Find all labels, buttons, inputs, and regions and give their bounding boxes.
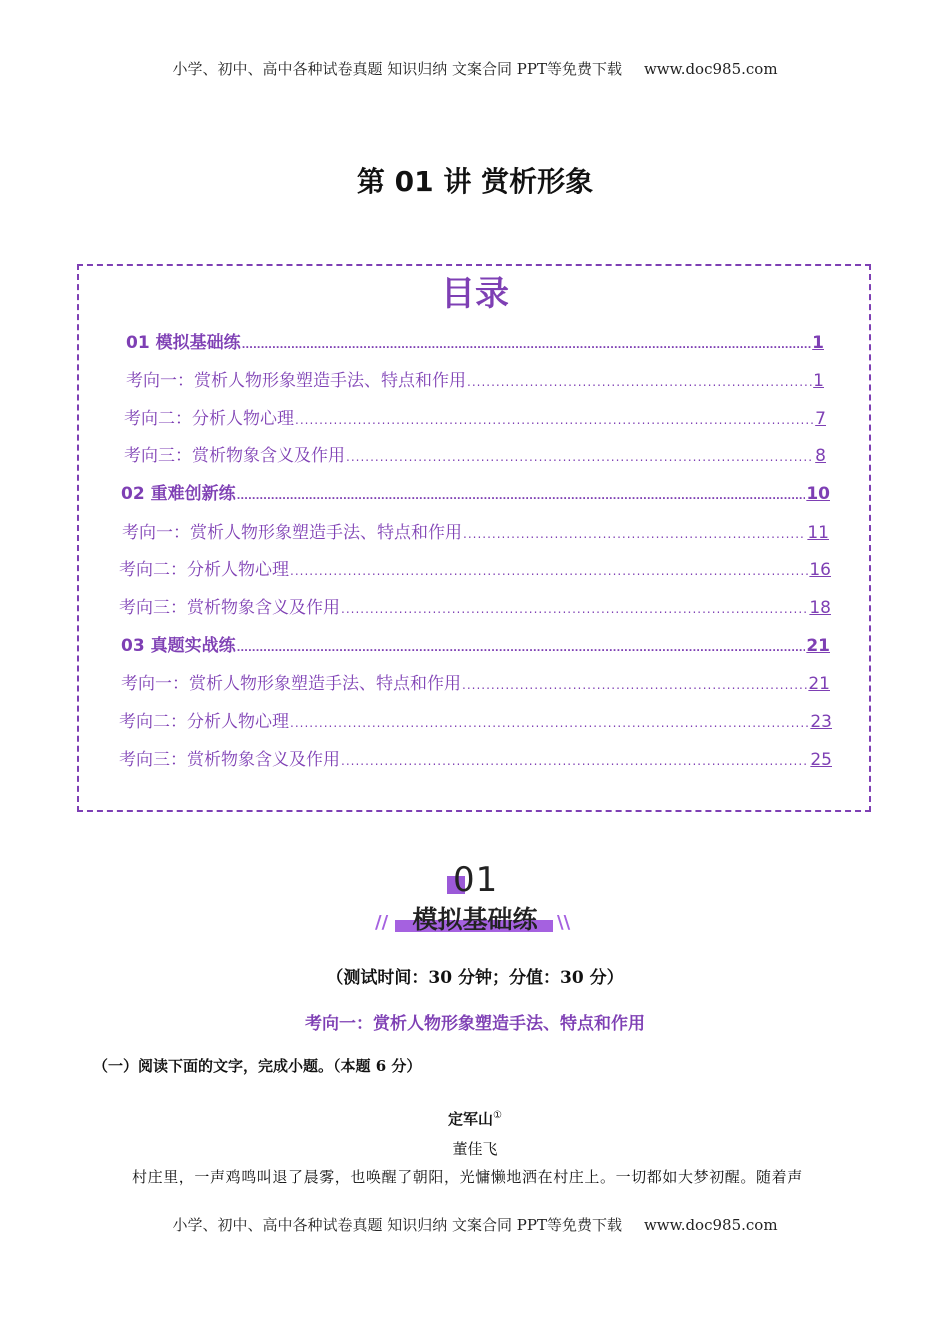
toc-leader — [467, 375, 812, 389]
toc-item[interactable] — [119, 555, 831, 579]
toc-item[interactable] — [121, 479, 830, 503]
toc-item-label: 03 真题实战练 — [121, 636, 236, 656]
toc-item-page[interactable]: 18 — [809, 598, 831, 618]
toc-item[interactable] — [124, 441, 826, 465]
toc-item-label: 考向二：分析人物心理 — [119, 560, 289, 580]
story-author: 董佳飞 — [452, 1140, 498, 1158]
subsection-heading: 考向一：赏析人物形象塑造手法、特点和作用 — [305, 1014, 645, 1034]
toc-item[interactable] — [119, 593, 831, 617]
toc-item-page[interactable]: 25 — [810, 750, 832, 770]
toc-item-label: 考向三：赏析物象含义及作用 — [119, 750, 340, 770]
page-title: 第 01 讲 赏析形象 — [356, 165, 594, 198]
toc-item-label: 01 模拟基础练 — [126, 333, 241, 353]
toc-item-page[interactable]: 21 — [808, 674, 830, 694]
toc-item-page[interactable]: 7 — [815, 409, 826, 429]
toc-item[interactable] — [119, 745, 832, 769]
toc-leader — [341, 754, 809, 768]
toc-item-label: 考向一：赏析人物形象塑造手法、特点和作用 — [126, 371, 466, 391]
header-text: 小学、初中、高中各种试卷真题 知识归纳 文案合同 PPT等免费下载 — [172, 60, 622, 78]
page-footer — [0, 1214, 950, 1235]
section-badge — [375, 860, 575, 940]
toc-leader — [341, 602, 808, 616]
section-number: 01 — [453, 860, 499, 900]
toc-leader — [463, 527, 806, 541]
story-title — [0, 1108, 950, 1129]
section-name: 模拟基础练 — [412, 905, 538, 934]
toc-item-page[interactable]: 10 — [806, 484, 830, 504]
toc-item-page[interactable]: 1 — [813, 371, 824, 391]
badge-right-slashes: \\ — [557, 912, 571, 933]
toc-item-label: 考向二：分析人物心理 — [119, 712, 289, 732]
toc-item-label: 考向一：赏析人物形象塑造手法、特点和作用 — [122, 523, 462, 543]
toc-leader — [346, 450, 814, 464]
toc-leader — [290, 716, 809, 730]
header-url[interactable]: www.doc985.com — [643, 60, 778, 78]
toc-item-page[interactable]: 11 — [807, 523, 829, 543]
badge-left-slashes: // — [375, 912, 389, 933]
toc-leader — [242, 340, 812, 351]
toc-item-label: 02 重难创新练 — [121, 484, 236, 504]
page-header — [0, 58, 950, 79]
toc-item-page[interactable]: 1 — [812, 333, 824, 353]
toc-heading: 目录 — [441, 274, 509, 314]
toc-item-label: 考向三：赏析物象含义及作用 — [124, 446, 345, 466]
toc-leader — [462, 678, 807, 692]
toc-item-label: 考向一：赏析人物形象塑造手法、特点和作用 — [121, 674, 461, 694]
footer-url[interactable]: www.doc985.com — [643, 1216, 778, 1234]
toc-item-page[interactable]: 16 — [809, 560, 831, 580]
toc-leader — [237, 643, 806, 654]
footnote-mark: ① — [493, 1110, 502, 1121]
toc-item[interactable] — [124, 404, 826, 428]
toc-item-page[interactable]: 23 — [810, 712, 832, 732]
toc-leader — [295, 413, 814, 427]
toc-item[interactable] — [121, 631, 830, 655]
toc-item[interactable] — [126, 366, 824, 390]
toc-item[interactable] — [126, 328, 824, 352]
question-instruction: （一）阅读下面的文字，完成小题。（本题 6 分） — [93, 1057, 422, 1075]
toc-item-label: 考向三：赏析物象含义及作用 — [119, 598, 340, 618]
toc-item[interactable] — [122, 518, 829, 542]
toc-item-page[interactable]: 21 — [806, 636, 830, 656]
test-meta: （测试时间：30 分钟；分值：30 分） — [326, 968, 624, 988]
story-paragraph: 村庄里，一声鸡鸣叫退了晨雾，也唤醒了朝阳，光慵懒地洒在村庄上。一切都如大梦初醒。随着声 — [132, 1168, 803, 1186]
toc-leader — [290, 564, 808, 578]
footer-text: 小学、初中、高中各种试卷真题 知识归纳 文案合同 PPT等免费下载 — [172, 1216, 622, 1234]
story-title-text: 定军山 — [448, 1110, 494, 1128]
toc-leader — [237, 491, 806, 502]
toc-item-page[interactable]: 8 — [815, 446, 826, 466]
toc-item-label: 考向二：分析人物心理 — [124, 409, 294, 429]
toc-item[interactable] — [119, 707, 832, 731]
toc-item[interactable] — [121, 669, 830, 693]
